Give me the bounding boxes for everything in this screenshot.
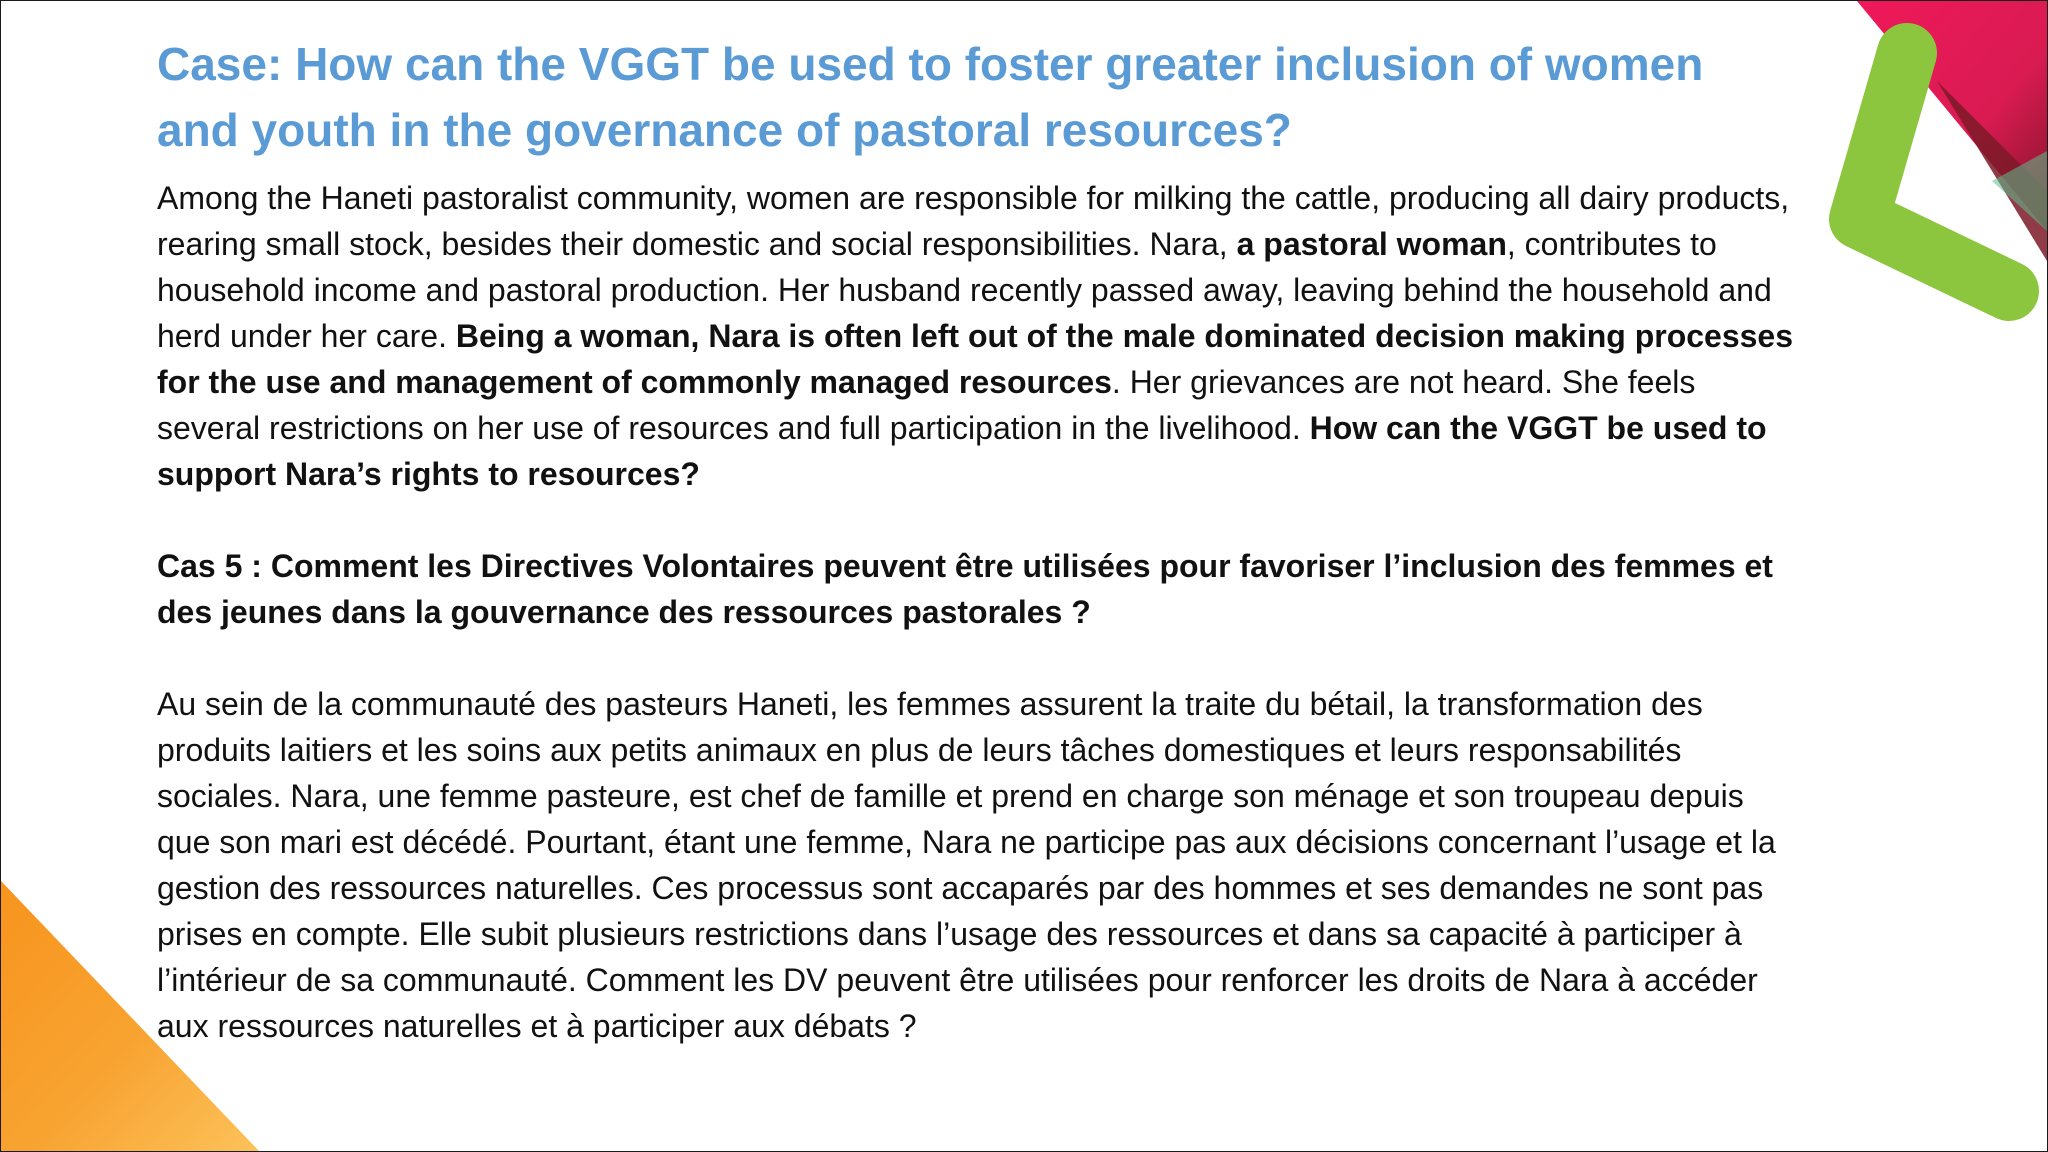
french-case-heading: Cas 5 : Comment les Directives Volontaires peuvent être utilisées pour favoriser l’inclusion des femmes et des jeunes dans la gouvernance des ressources pastorales ?: [157, 548, 1773, 630]
english-text-1: Among the Haneti pastoralist community, women are responsible for milking the cattle, producing all dairy products, rearing small stock, besides their domestic and social responsibilities. Nara,: [157, 180, 1790, 262]
english-bold-exclusion: Being a woman, Nara is often left out of the male dominated decision making processes for the use and management of commonly managed resources: [157, 318, 1794, 400]
slide-title: Case: How can the VGGT be used to foster greater inclusion of women and youth in the governance of pastoral resources?: [157, 38, 1704, 156]
slide-content: [157, 31, 1797, 1049]
english-text-2: , contributes to household income and pastoral production. Her husband recently passed away, leaving behind the household and herd under her care.: [157, 226, 1772, 354]
english-case-paragraph: [157, 175, 1797, 497]
corner-arrow-decoration-icon: [1787, 1, 2047, 341]
english-text-3: . Her grievances are not heard. She feels several restrictions on her use of resources and full participation in the livelihood.: [157, 364, 1696, 446]
french-case-paragraph: Au sein de la communauté des pasteurs Haneti, les femmes assurent la traite du bétail, la transformation des produits laitiers et les soins aux petits animaux en plus de leurs tâches domestiques et leurs responsabilités sociales. Nara, une femme pasteure, est chef de famille et prend en charge son ménage et son troupeau depuis que son mari est décédé. Pourtant, étant une femme, Nara ne participe pas aux décisions concernant l’usage et la gestion des ressources naturelles. Ces processus sont accaparés par des hommes et ses demandes ne sont pas prises en compte. Elle subit plusieurs restrictions dans l’usage des ressources et dans sa capacité à participer à l’intérieur de sa communauté. Comment les DV peuvent être utilisées pour renforcer les droits de Nara à accéder aux ressources naturelles et à participer aux débats ?: [157, 686, 1776, 1044]
english-bold-question: How can the VGGT be used to support Nara’s rights to resources?: [157, 410, 1767, 492]
english-bold-pastoral-woman: a pastoral woman: [1236, 226, 1507, 262]
